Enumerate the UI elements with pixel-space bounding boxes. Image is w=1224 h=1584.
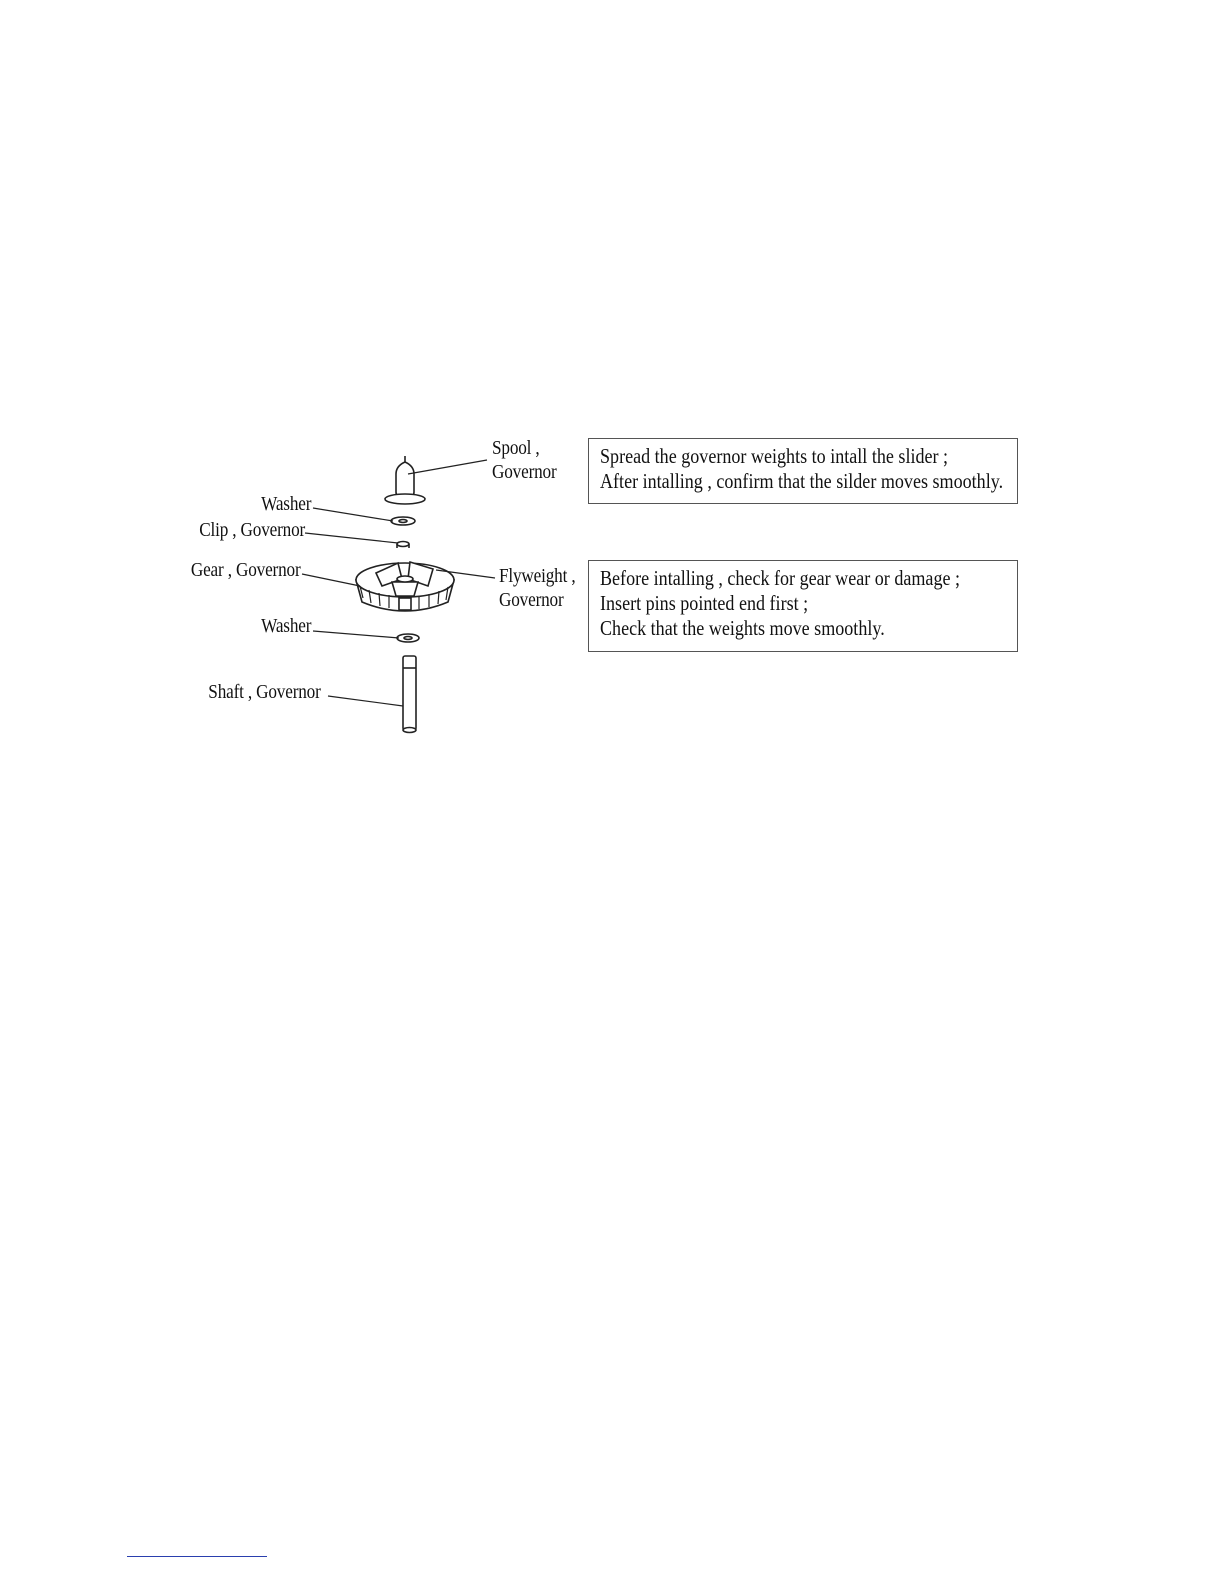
label-shaft-governor: Shaft , Governor [208, 681, 321, 703]
note-gear-line1: Before intalling , check for gear wear or damage ; [600, 566, 961, 590]
washer-top-part [391, 517, 415, 525]
label-clip-governor: Clip , Governor [199, 519, 305, 541]
shaft-governor-part [403, 656, 416, 733]
label-flyweight-line1: Flyweight , [499, 565, 576, 587]
label-washer-bottom: Washer [260, 615, 311, 637]
label-flyweight-line2: Governor [499, 589, 564, 611]
clip-governor-part [397, 542, 409, 549]
note-gear-line2: Insert pins pointed end first ; [600, 591, 809, 615]
leader-clip [305, 533, 398, 543]
note-gear-instructions [588, 560, 1018, 652]
note-gear-line3: Check that the weights move smoothly. [600, 616, 885, 640]
gear-governor-part [356, 562, 454, 611]
label-spool-line2: Governor [492, 461, 557, 483]
label-washer-top: Washer [260, 493, 311, 515]
leader-washer-top [313, 508, 393, 521]
footer-rule [127, 1556, 267, 1557]
note-slider-line1: Spread the governor weights to intall the slider ; [600, 444, 949, 468]
washer-bottom-part [397, 634, 419, 642]
leader-gear [302, 574, 360, 586]
leader-shaft [328, 696, 403, 706]
leader-washer-bottom [313, 631, 399, 638]
label-spool-line1: Spool , [492, 437, 540, 459]
leader-spool [408, 460, 487, 474]
label-flyweight-governor [499, 564, 575, 612]
note-slider-instructions [588, 438, 1018, 504]
spool-governor-part [385, 456, 425, 504]
label-spool-governor [492, 436, 557, 484]
label-gear-governor: Gear , Governor [190, 559, 300, 581]
note-slider-line2: After intalling , confirm that the silder moves smoothly. [600, 469, 1004, 493]
